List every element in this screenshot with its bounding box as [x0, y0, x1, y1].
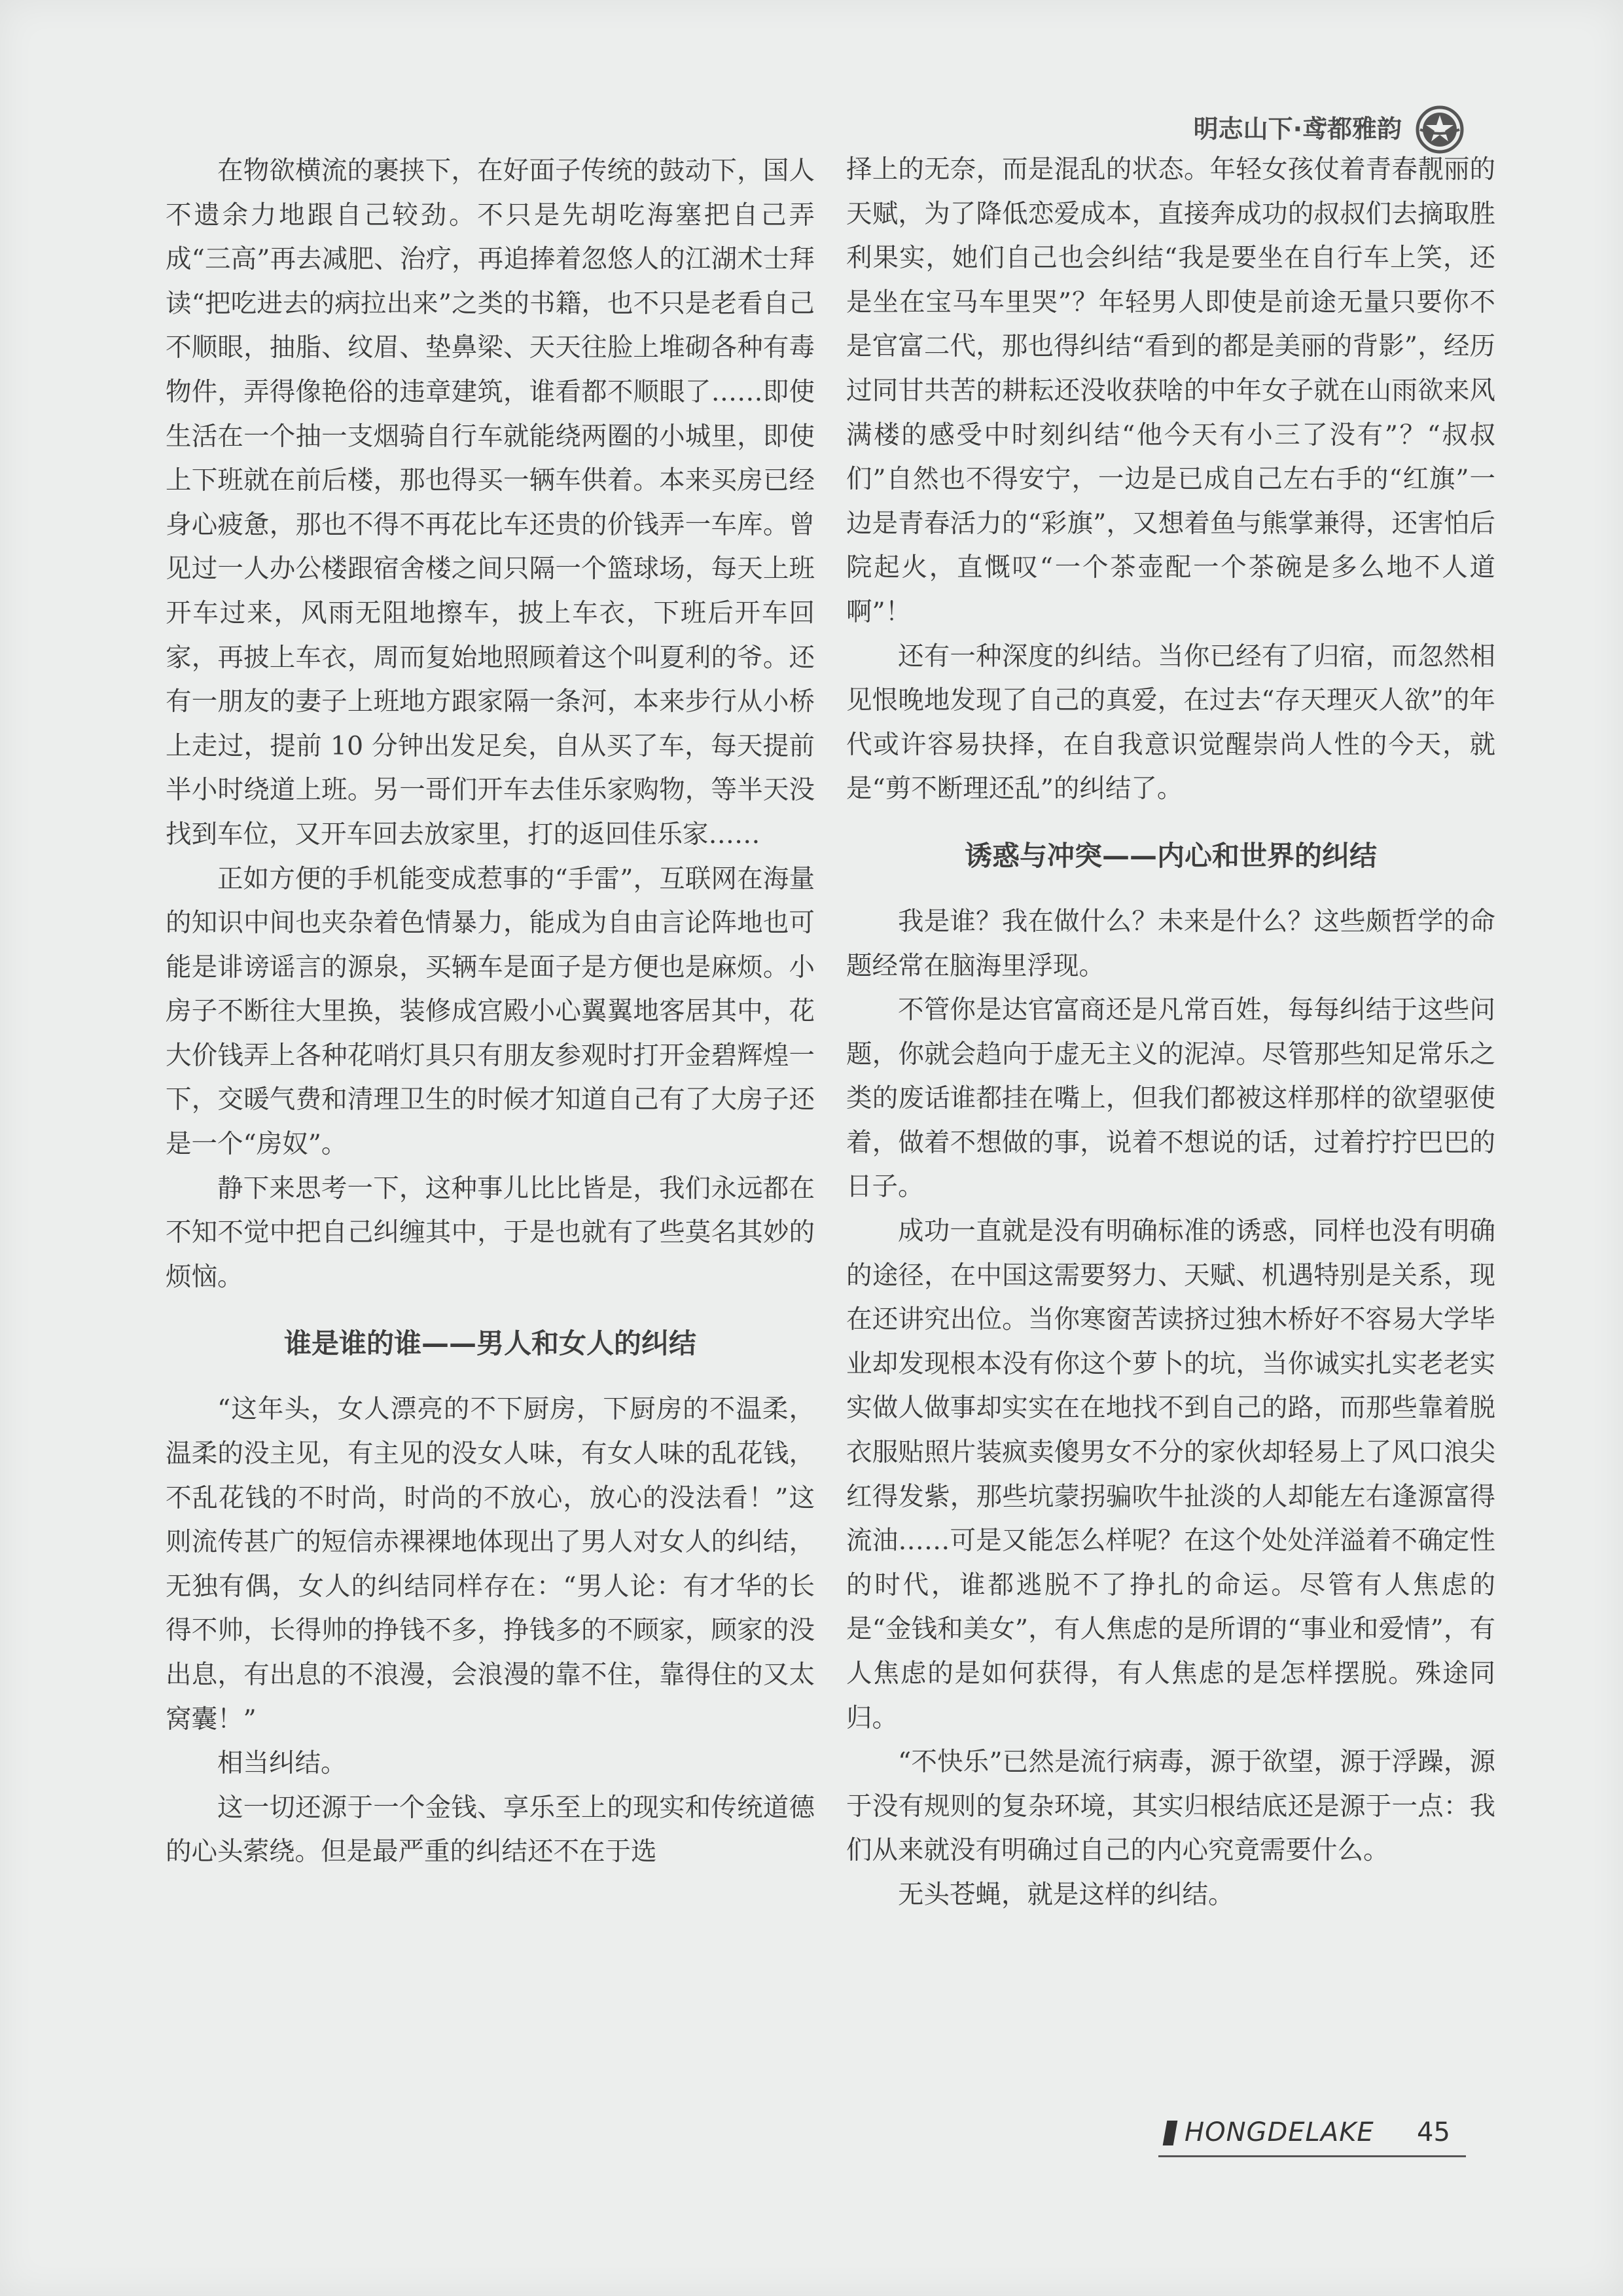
paragraph: 在物欲横流的裹挟下，在好面子传统的鼓动下，国人不遗余力地跟自己较劲。不只是先胡吃海塞把自己弄成“三高”再去减肥、治疗，再追捧着忽悠人的江湖术士拜读“把吃进去的病拉出来”之类的书籍，也不只是老看自己不顺眼，抽脂、纹眉、垫鼻梁、天天往脸上堆砌各种有毒物件，弄得像艳俗的违章建筑，谁看都不顺眼了……即使生活在一个抽一支烟骑自行车就能绕两圈的小城里，即使上下班就在前后楼，那也得买一辆车供着。本来买房已经身心疲惫，那也不得不再花比车还贵的价钱弄一车库。曾见过一人办公楼跟宿舍楼之间只隔一个篮球场，每天上班开车过来，风雨无阻地擦车，披上车衣，下班后开车回家，再披上车衣，周而复始地照顾着这个叫夏利的爷。还有一朋友的妻子上班地方跟家隔一条河，本来步行从小桥上走过，提前 10 分钟出发足矣，自从买了车，每天提前半小时绕道上班。另一哥们开车去佳乐家购物，等半天没找到车位，又开车回去放家里，打的返回佳乐家…… — [166, 156, 815, 850]
paragraph: “不快乐”已然是流行病毒，源于欲望，源于浮躁，源于没有规则的复杂环境，其实归根结底还是源于一点：我们从来就没有明确过自己的内心究竟需要什么。 — [846, 1747, 1495, 1866]
footer-bar-icon — [1163, 2121, 1178, 2145]
page-footer — [1158, 2111, 1466, 2163]
paragraph: 静下来思考一下，这种事儿比比皆是，我们永远都在不知不觉中把自己纠缠其中，于是也就有了些莫名其妙的烦恼。 — [166, 1173, 815, 1292]
paragraph: 这一切还源于一个金钱、享乐至上的现实和传统道德的心头萦绕。但是最严重的纠结还不在于选 — [166, 1792, 815, 1867]
paragraph: 成功一直就是没有明确标准的诱惑，同样也没有明确的途径，在中国这需要努力、天赋、机遇特别是关系，现在还讲究出位。当你寒窗苦读挤过独木桥好不容易大学毕业却发现根本没有你这个萝卜的坑，当你诚实扎实老老实实做人做事却实实在在地找不到自己的路，而那些靠着脱衣服贴照片装疯卖傻男女不分的家伙却轻易上了风口浪尖红得发紫，那些坑蒙拐骗吹牛扯淡的人却能左右逢源富得流油……可是又能怎么样呢？在这个处处洋溢着不确定性的时代，谁都逃脱不了挣扎的命运。尽管有人焦虑的是“金钱和美女”，有人焦虑的是所谓的“事业和爱情”，有人焦虑的是如何获得，有人焦虑的是怎样摆脱。殊途同归。 — [846, 1216, 1495, 1733]
right-column — [846, 148, 1495, 1918]
magazine-brand: HONGDELAKE — [1185, 2117, 1374, 2147]
paragraph: 无头苍蝇，就是这样的纠结。 — [898, 1879, 1234, 1910]
footer-divider — [1158, 2155, 1466, 2157]
column-title: 明志山下·鸢都雅韵 — [1193, 115, 1402, 143]
paragraph: “这年头，女人漂亮的不下厨房，下厨房的不温柔，温柔的没主见，有主见的没女人味，有女人味的乱花钱，不乱花钱的不时尚，时尚的不放心，放心的没法看！”这则流传甚广的短信赤裸裸地体现出了男人对女人的纠结，无独有偶，女人的纠结同样存在：“男人论：有才华的长得不帅，长得帅的挣钱不多，挣钱多的不顾家，顾家的没出息，有出息的不浪漫，会浪漫的靠不住，靠得住的又太窝囊！” — [166, 1394, 815, 1734]
page-number: 45 — [1417, 2117, 1450, 2147]
paragraph: 不管你是达官富商还是凡常百姓，每每纠结于这些问题，你就会趋向于虚无主义的泥淖。尽管那些知足常乐之类的废话谁都挂在嘴上，但我们都被这样那样的欲望驱使着，做着不想做的事，说着不想说的话，过着拧拧巴巴的日子。 — [846, 995, 1495, 1202]
section-heading: 谁是谁的谁——男人和女人的纠结 — [283, 1327, 696, 1360]
section-heading: 诱惑与冲突——内心和世界的纠结 — [964, 839, 1377, 872]
paragraph: 相当纠结。 — [217, 1748, 347, 1779]
paragraph: 正如方便的手机能变成惹事的“手雷”，互联网在海量的知识中间也夹杂着色情暴力，能成为自由言论阵地也可能是诽谤谣言的源泉，买辆车是面子是方便也是麻烦。小房子不断往大里换，装修成宫殿小心翼翼地客居其中，花大价钱弄上各种花哨灯具只有朋友参观时打开金碧辉煌一下，交暖气费和清理卫生的时候才知道自己有了大房子还是一个“房奴”。 — [166, 863, 815, 1160]
paragraph: 择上的无奈，而是混乱的状态。年轻女孩仗着青春靓丽的天赋，为了降低恋爱成本，直接奔成功的叔叔们去摘取胜利果实，她们自己也会纠结“我是要坐在自行车上笑，还是坐在宝马车里哭”？年轻男人即使是前途无量只要你不是官富二代，那也得纠结“看到的都是美丽的背影”，经历过同甘共苦的耕耘还没收获啥的中年女子就在山雨欲来风满楼的感受中时刻纠结“他今天有小三了没有”？“叔叔们”自然也不得安宁，一边是已成自己左右手的“红旗”一边是青春活力的“彩旗”，又想着鱼与熊掌兼得，还害怕后院起火，直慨叹“一个茶壶配一个茶碗是多么地不人道啊”！ — [846, 154, 1495, 627]
paragraph: 还有一种深度的纠结。当你已经有了归宿，而忽然相见恨晚地发现了自己的真爱，在过去“存天理灭人欲”的年代或许容易抉择，在自我意识觉醒崇尚人性的今天，就是“剪不断理还乱”的纠结了。 — [846, 641, 1495, 804]
left-column — [166, 149, 815, 1874]
paragraph: 我是谁？我在做什么？未来是什么？这些颇哲学的命题经常在脑海里浮现。 — [846, 906, 1495, 981]
